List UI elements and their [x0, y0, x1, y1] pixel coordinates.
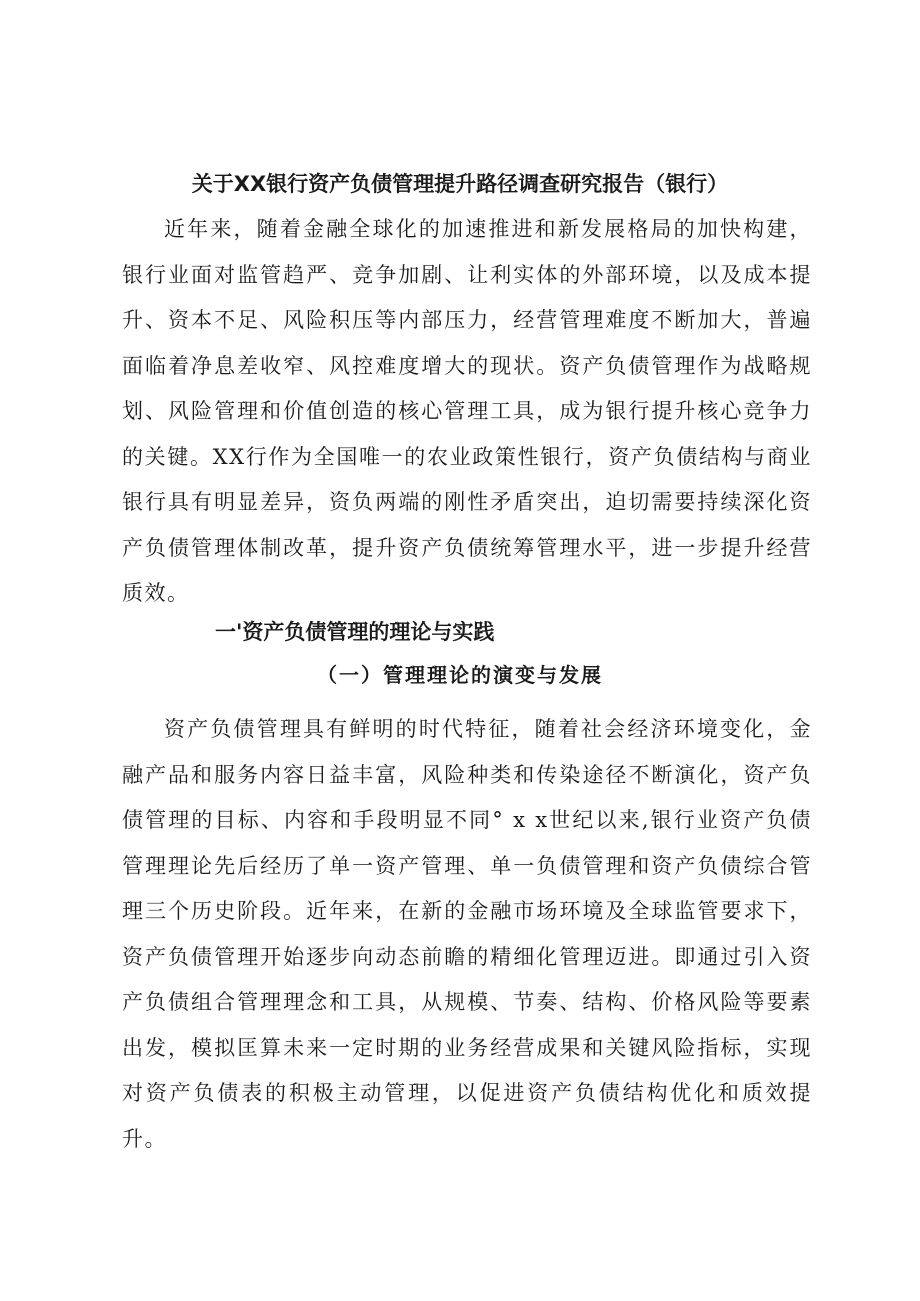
sub-heading: （一）管理理论的演变与发展 [317, 663, 603, 687]
intro-paragraph: 近年来，随着金融全球化的加速推进和新发展格局的加快构建，银行业面对监管趋严、竞争加剧、让利实体的外部环境，以及成本提升、资本不足、风险积压等内部压力，经营管理难度不断加大，普遍面临着净息差收窄、风控难度增大的现状。资产负债管理作为战略规划、风险管理和价值创造的核心管理工具，成为银行提升核心竞争力的关键。XX行作为全国唯一的农业政策性银行，资产负债结构与商业银行具有明显差异，资负两端的刚性矛盾突出，迫切需要持续深化资产负债管理体制改革，提升资产负债统筹管理水平，进一步提升经营质效。 [122, 217, 812, 605]
document-title: 关于XX银行资产负债管理提升路径调查研究报告（银行） [191, 172, 729, 196]
section-heading: 一'资产负债管理的理论与实践 [215, 620, 495, 644]
body-paragraph: 资产负债管理具有鲜明的时代特征，随着社会经济环境变化，金融产品和服务内容日益丰富，风险种类和传染途径不断演化，资产负债管理的目标、内容和手段明显不同° x x世纪以来,银行业资产负债管理理论先后经历了单一资产管理、单一负债管理和资产负债综合管理三个历史阶段。近年来，在新的金融市场环境及全球监管要求下，资产负债管理开始逐步向动态前瞻的精细化管理迈进。即通过引入资产负债组合管理理念和工具，从规模、节奏、结构、价格风险等要素出发，模拟匡算未来一定时期的业务经营成果和关键风险指标，实现对资产负债表的积极主动管理，以促进资产负债结构优化和质效提升。 [122, 717, 812, 1151]
